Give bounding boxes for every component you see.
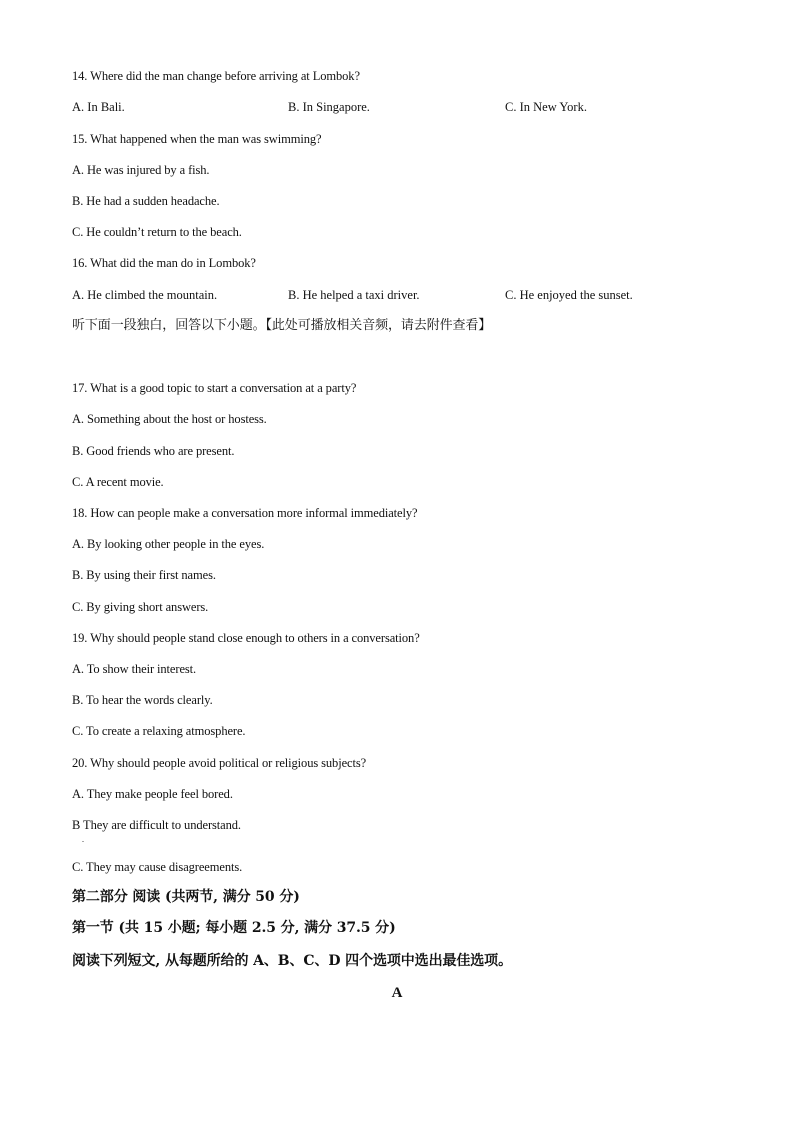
q18-option-a: A. By looking other people in the eyes. (72, 537, 265, 551)
q18-option-c: C. By giving short answers. (72, 600, 209, 614)
stray-dot: . (82, 835, 84, 844)
section1-heading: 第一节 (共 15 小题; 每小题 2.5 分, 满分 37.5 分) (72, 920, 396, 936)
q16-option-c: C. He enjoyed the sunset. (505, 288, 633, 302)
question-20: 20. Why should people avoid political or religious subjects? (72, 756, 367, 770)
q20-option-a: A. They make people feel bored. (72, 787, 233, 801)
q15-option-a: A. He was injured by a fish. (72, 163, 210, 177)
question-18: 18. How can people make a conversation more informal immediately? (72, 506, 418, 520)
q19-option-a: A. To show their interest. (72, 662, 197, 676)
listening-instruction: 听下面一段独白，回答以下小题。【此处可播放相关音频，请去附件查看】 (72, 318, 492, 333)
part2-heading: 第二部分 阅读 (共两节, 满分 50 分) (72, 889, 300, 905)
question-16: 16. What did the man do in Lombok? (72, 256, 256, 270)
question-15: 15. What happened when the man was swimming? (72, 132, 322, 146)
question-19: 19. Why should people stand close enough to others in a conversation? (72, 631, 420, 645)
question-14: 14. Where did the man change before arriving at Lombok? (72, 69, 360, 83)
q19-option-b: B. To hear the words clearly. (72, 693, 213, 707)
q18-option-b: B. By using their first names. (72, 568, 216, 582)
q14-option-b: B. In Singapore. (288, 100, 370, 114)
q20-option-c: C. They may cause disagreements. (72, 860, 243, 874)
reading-instruction: 阅读下列短文, 从每题所给的 A、B、C、D 四个选项中选出最佳选项。 (72, 953, 512, 969)
q16-option-b: B. He helped a taxi driver. (288, 288, 420, 302)
q17-option-a: A. Something about the host or hostess. (72, 412, 267, 426)
q20-option-b: B They are difficult to understand. (72, 818, 241, 832)
passage-label: A (391, 985, 403, 1001)
q15-option-c: C. He couldn’t return to the beach. (72, 225, 242, 239)
question-17: 17. What is a good topic to start a conversation at a party? (72, 381, 357, 395)
q14-option-c: C. In New York. (505, 100, 587, 114)
q16-option-a: A. He climbed the mountain. (72, 288, 218, 302)
q14-option-a: A. In Bali. (72, 100, 125, 114)
q17-option-b: B. Good friends who are present. (72, 444, 235, 458)
q19-option-c: C. To create a relaxing atmosphere. (72, 724, 246, 738)
q15-option-b: B. He had a sudden headache. (72, 194, 220, 208)
q17-option-c: C. A recent movie. (72, 475, 164, 489)
